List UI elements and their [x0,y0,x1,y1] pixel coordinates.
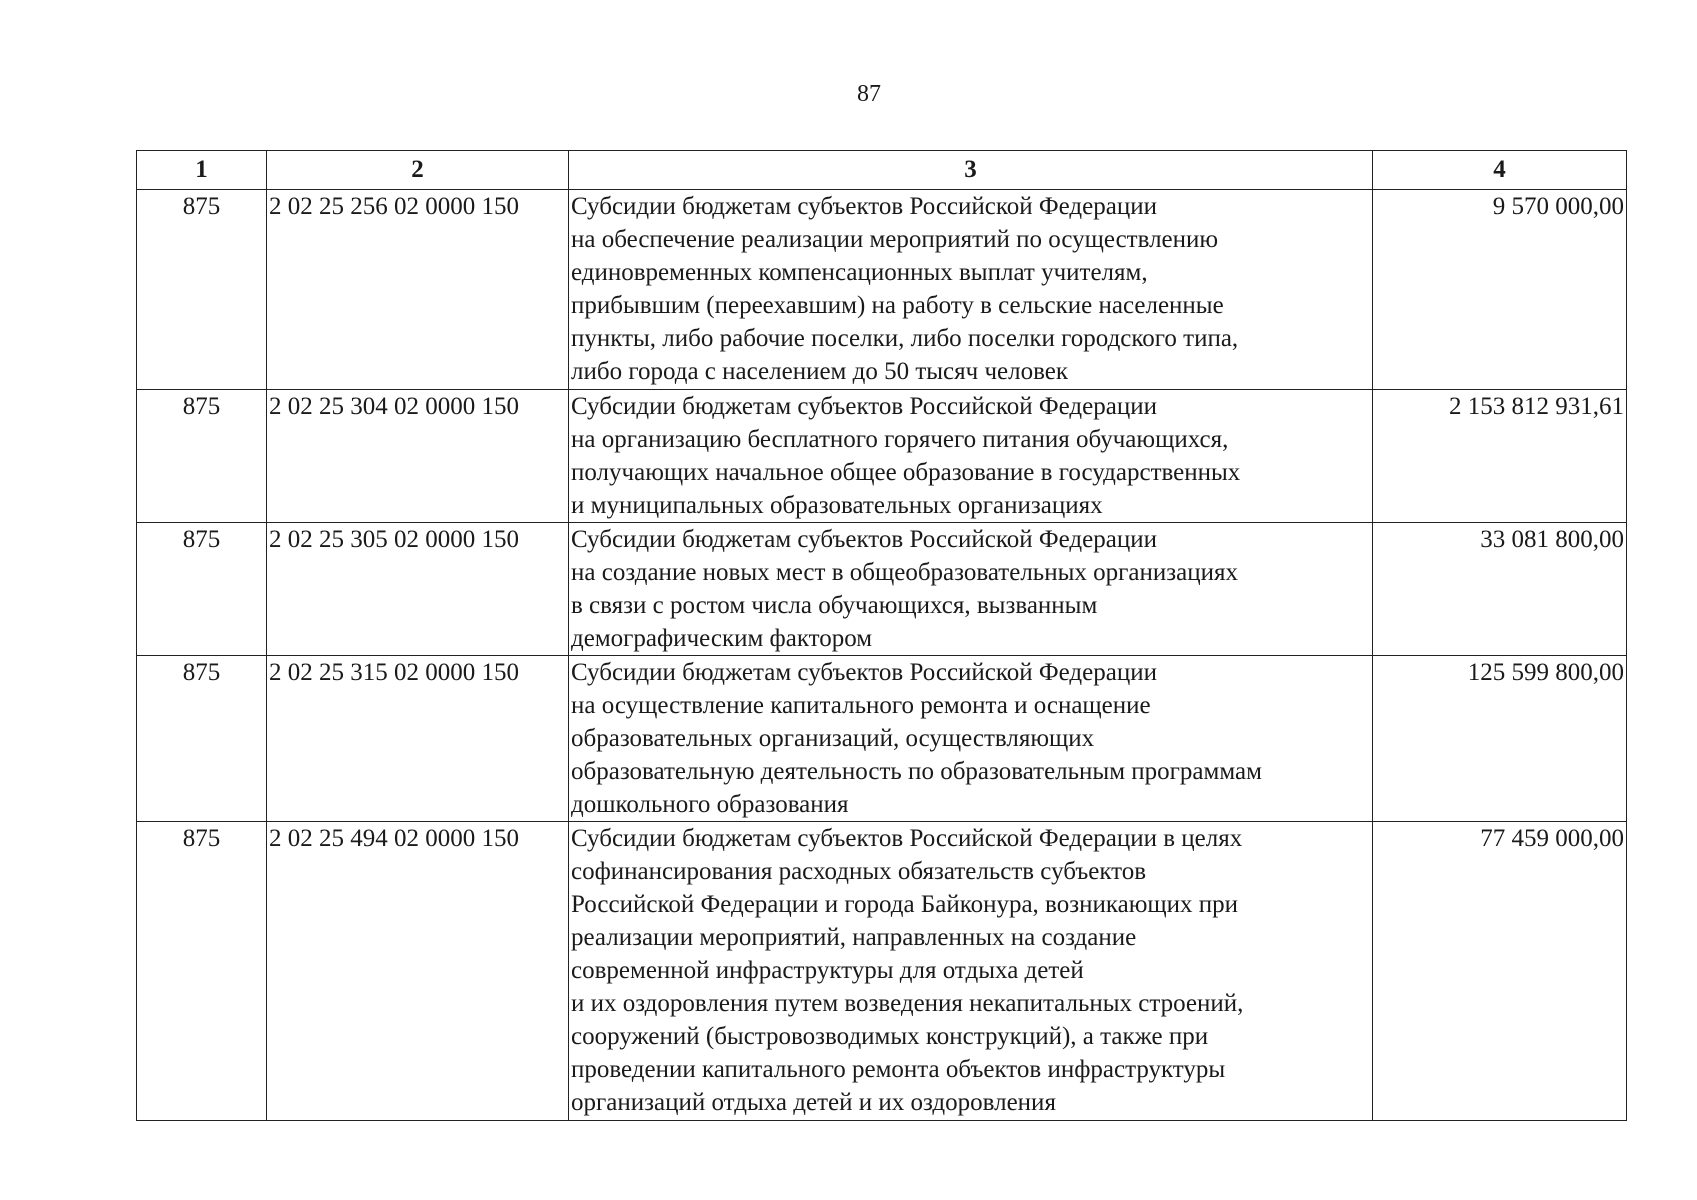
description-line: на организацию бесплатного горячего питания обучающихся, [571,426,1229,453]
budget-code-cell: 2 02 25 256 02 0000 150 [267,190,569,390]
description-cell [569,656,1373,822]
description-line: либо города с населением до 50 тысяч человек [571,358,1069,385]
description-line: реализации мероприятий, направленных на создание [571,924,1137,951]
amount-cell: 33 081 800,00 [1373,523,1627,656]
description-line: и их оздоровления путем возведения некапитальных строений, [571,990,1244,1017]
amount-cell: 125 599 800,00 [1373,656,1627,822]
budget-code-cell: 2 02 25 305 02 0000 150 [267,523,569,656]
description-cell [569,190,1373,390]
description-line: сооружений (быстровозводимых конструкций), а также при [571,1023,1209,1050]
admin-code-cell: 875 [137,656,267,822]
column-header-1: 1 [137,151,267,190]
amount-cell: 77 459 000,00 [1373,822,1627,1121]
table-header-row [137,151,1627,190]
description-line: Субсидии бюджетам субъектов Российской Федерации [571,526,1157,553]
table-row [137,190,1627,390]
description-line: образовательную деятельность по образовательным программам [571,758,1262,785]
admin-code-cell: 875 [137,523,267,656]
description-line: демографическим фактором [571,625,873,652]
table-row [137,656,1627,822]
description-line: Субсидии бюджетам субъектов Российской Федерации [571,659,1157,686]
description-line: Российской Федерации и города Байконура, возникающих при [571,891,1239,918]
budget-table [136,150,1627,1121]
table-row [137,822,1627,1121]
description-line: в связи с ростом числа обучающихся, вызванным [571,592,1098,619]
column-header-4: 4 [1373,151,1627,190]
column-header-2: 2 [267,151,569,190]
description-line: прибывшим (переехавшим) на работу в сельские населенные [571,292,1224,319]
description-cell [569,390,1373,523]
description-line: Субсидии бюджетам субъектов Российской Федерации в целях [571,825,1243,852]
description-line: дошкольного образования [571,791,849,818]
amount-cell: 2 153 812 931,61 [1373,390,1627,523]
budget-code-cell: 2 02 25 315 02 0000 150 [267,656,569,822]
description-line: организаций отдыха детей и их оздоровления [571,1089,1056,1116]
table-row [137,523,1627,656]
admin-code-cell: 875 [137,190,267,390]
budget-code-cell: 2 02 25 494 02 0000 150 [267,822,569,1121]
description-line: на обеспечение реализации мероприятий по осуществлению [571,226,1219,253]
description-line: образовательных организаций, осуществляющих [571,725,1095,752]
description-line: единовременных компенсационных выплат учителям, [571,259,1148,286]
description-line: и муниципальных образовательных организациях [571,492,1103,519]
description-cell [569,523,1373,656]
column-header-3: 3 [569,151,1373,190]
table-row [137,390,1627,523]
description-line: Субсидии бюджетам субъектов Российской Федерации [571,393,1157,420]
description-line: на создание новых мест в общеобразовательных организациях [571,559,1238,586]
description-cell [569,822,1373,1121]
description-line: проведении капитального ремонта объектов инфраструктуры [571,1056,1226,1083]
description-line: пункты, либо рабочие поселки, либо поселки городского типа, [571,325,1239,352]
description-line: получающих начальное общее образование в государственных [571,459,1241,486]
description-line: на осуществление капитального ремонта и оснащение [571,692,1151,719]
description-line: современной инфраструктуры для отдыха детей [571,957,1084,984]
page-number: 87 [857,81,881,107]
budget-code-cell: 2 02 25 304 02 0000 150 [267,390,569,523]
admin-code-cell: 875 [137,822,267,1121]
amount-cell: 9 570 000,00 [1373,190,1627,390]
admin-code-cell: 875 [137,390,267,523]
description-line: софинансирования расходных обязательств субъектов [571,858,1147,885]
description-line: Субсидии бюджетам субъектов Российской Федерации [571,193,1157,220]
